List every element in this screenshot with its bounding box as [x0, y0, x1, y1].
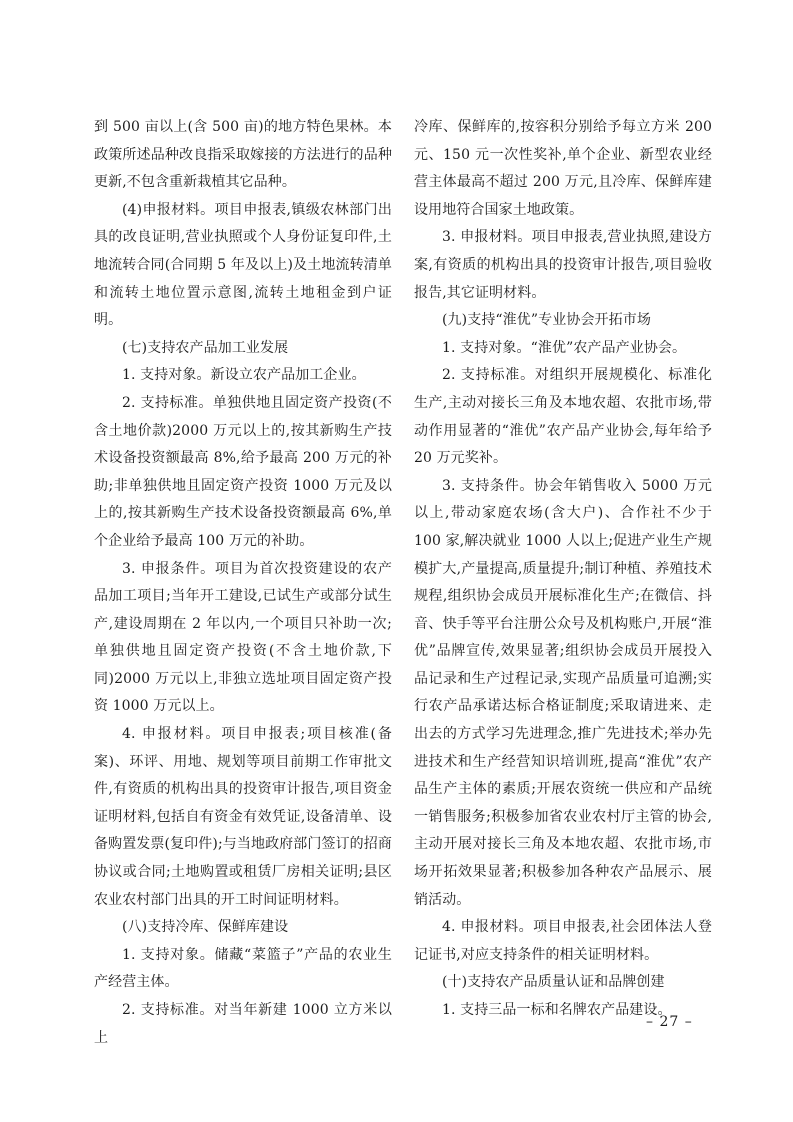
section-heading: (十)支持农产品质量认证和品牌创建 [442, 974, 665, 991]
paragraph: 4. 申报材料。项目申报表,社会团体法人登记证书,对应支持条件的相关证明材料。 [414, 919, 712, 963]
right-column [414, 114, 712, 1025]
paragraph: 3. 支持条件。协会年销售收入 5000 万元以上,带动家庭农场(含大户)、合作社不少于 100 家,解决就业 1000 人以上;促进产业生产规模扩大,产量提高,质量提升;制订种植、养殖技术规程,组织协会成员开展标准化生产;在微信、抖音、快手等平台注册公众号及机构账户,开展“淮优”品牌宣传,效果显著;组织协会成员开展投入品记录和生产过程记录,实现产品质量可追溯;实行农产品承诺达标合格证制度;采取请进来、走出去的方式学习先进理念,推广先进技术;举办先进技术和生产经营知识培训班,提高“淮优”农产品生产主体的素质;开展农资统一供应和产品统一销售服务;积极参加省农业农村厅主管的协会,主动开展对接长三角及本地农超、农批市场,市场开拓效果显著;积极参加各种农产品展示、展销活动。 [414, 477, 712, 908]
left-column [94, 114, 392, 1052]
paragraph: 2. 支持标准。单独供地且固定资产投资(不含土地价款)2000 万元以上的,按其新购生产技术设备投资额最高 8%,给予最高 200 万元的补助;非单独供地且固定资产投资 1000 万元及以上的,按其新购生产技术设备投资额最高 6%,单个企业给予最高 100 万元的补助。 [94, 394, 392, 549]
paragraph: 3. 申报条件。项目为首次投资建设的农产品加工项目;当年开工建设,已试生产或部分试生产,建设周期在 2 年以内,一个项目只补助一次;单独供地且固定资产投资(不含土地价款,下同)2000 万元以上,非独立选址项目固定资产投资 1000 万元以上。 [94, 560, 392, 715]
section-heading: (九)支持“淮优”专业协会开拓市场 [442, 312, 651, 329]
paragraph: 3. 申报材料。项目申报表,营业执照,建设方案,有资质的机构出具的投资审计报告,项目验收报告,其它证明材料。 [414, 229, 712, 301]
section-heading: (八)支持冷库、保鲜库建设 [122, 919, 289, 936]
paragraph: 1. 支持对象。“淮优”农产品产业协会。 [442, 339, 687, 356]
paragraph: 冷库、保鲜库的,按容积分别给予每立方米 200 元、150 元一次性奖补,单个企业、新型农业经营主体最高不超过 200 万元,且冷库、保鲜库建设用地符合国家土地政策。 [414, 119, 712, 218]
section-heading: (七)支持农产品加工业发展 [122, 339, 289, 356]
paragraph: 2. 支持标准。对组织开展规模化、标准化生产,主动对接长三角及本地农超、农批市场,带动作用显著的“淮优”农产品产业协会,每年给予 20 万元奖补。 [414, 367, 712, 467]
paragraph: (4)申报材料。项目申报表,镇级农林部门出具的改良证明,营业执照或个人身份证复印件,土地流转合同(合同期 5 年及以上)及土地流转清单和流转土地位置示意图,流转土地租金到户证明。 [94, 201, 392, 329]
paragraph: 1. 支持三品一标和名牌农产品建设。 [442, 1002, 672, 1018]
paragraph: 1. 支持对象。新设立农产品加工企业。 [122, 367, 366, 384]
page-number: – 27 – [646, 1014, 693, 1030]
paragraph: 1. 支持对象。储藏“菜篮子”产品的农业生产经营主体。 [94, 946, 392, 991]
paragraph: 4. 申报材料。项目申报表;项目核准(备案)、环评、用地、规划等项目前期工作审批文件,有资质的机构出具的投资审计报告,项目资金证明材料,包括自有资金有效凭证,设备清单、设备购置发票(复印件);与当地政府部门签订的招商协议或合同;土地购置或租赁厂房相关证明;县区农业农村部门出具的开工时间证明材料。 [94, 726, 392, 908]
paragraph: 2. 支持标准。对当年新建 1000 立方米以上 [94, 1002, 392, 1046]
paragraph: 到 500 亩以上(含 500 亩)的地方特色果林。本政策所述品种改良指采取嫁接的方法进行的品种更新,不包含重新栽植其它品种。 [94, 119, 392, 191]
